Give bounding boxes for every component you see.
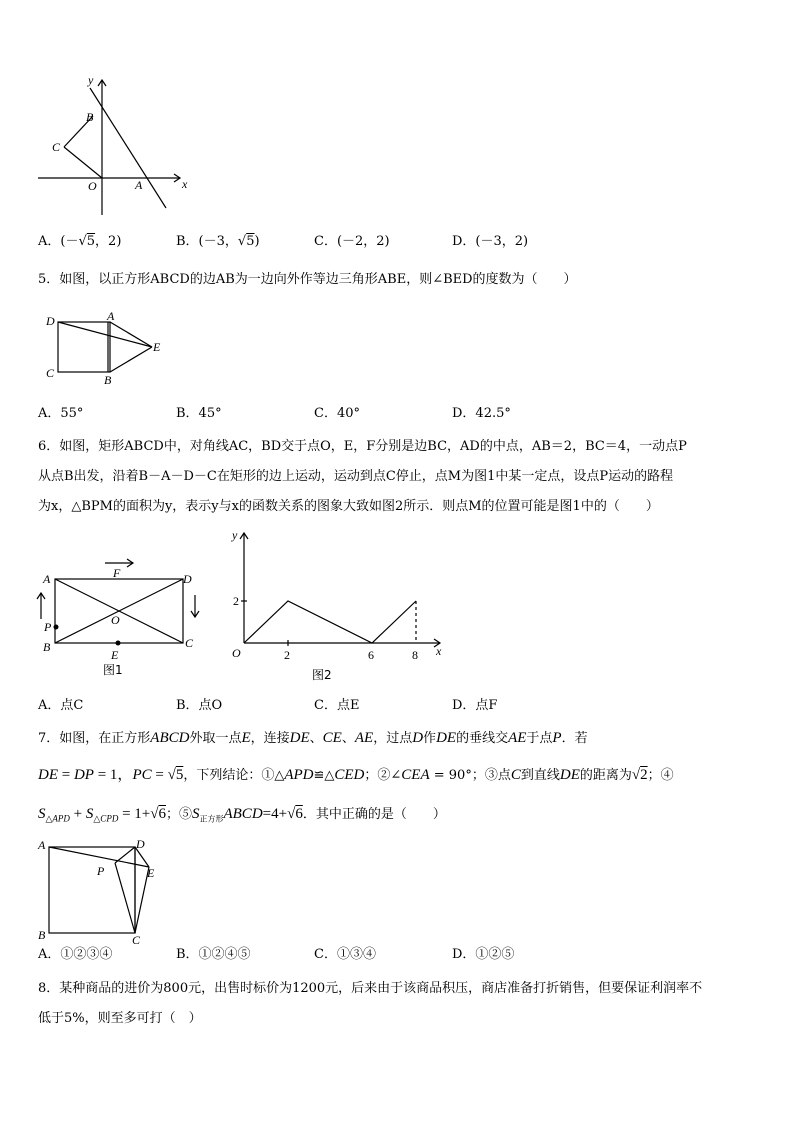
q6-fig2-label-y: y — [232, 528, 238, 542]
q7-label-c: C — [132, 933, 141, 945]
q6-figure-1 — [35, 555, 215, 680]
q5-label-b: B — [104, 373, 112, 387]
q4-figure — [30, 70, 200, 215]
q5-label-a: A — [107, 309, 115, 323]
q7-option-a: A．①②③④ — [38, 947, 113, 962]
q6-figure-2 — [222, 525, 452, 685]
q5-option-d: D．42.5° — [452, 406, 511, 421]
fig4-label-x: x — [182, 177, 188, 191]
q5-stem: 5．如图，以正方形ABCD的边AB为一边向外作等边三角形ABE，则∠BED的度数为（ ） — [38, 272, 577, 287]
q6-fig2-tick-y2: 2 — [233, 594, 239, 608]
q6-fig1-label-d: D — [183, 572, 192, 586]
q4-option-b-sqrt: 5 — [246, 234, 255, 249]
q5-label-e: E — [153, 340, 161, 354]
fig4-label-c: C — [52, 140, 61, 154]
q7-stem-line2: DE = DP = 1，PC = √5，下列结论：①△APD≌△CED；②∠CEA = 90°；③点C到直线DE的距离为√2；④ — [38, 767, 674, 783]
q6-fig1-label-p: P — [44, 620, 52, 634]
q6-option-c: C．点E — [314, 698, 360, 713]
q7-option-d: D．①②⑤ — [452, 947, 515, 962]
q7-option-b: B．①②④⑤ — [176, 947, 251, 962]
q7-pc-sqrt: 5 — [175, 767, 184, 783]
q6-option-d: D．点F — [452, 698, 498, 713]
q7-label-p: P — [97, 864, 105, 878]
q5-label-c: C — [46, 366, 55, 380]
q4-option-b: B．(－3，√5) — [176, 234, 260, 249]
q7-label-b: B — [38, 928, 46, 942]
fig4-label-y: y — [88, 73, 94, 87]
q6-fig1-label-b: B — [43, 640, 51, 654]
q6-fig2-label-x: x — [436, 644, 442, 658]
q6-option-a: A．点C — [38, 698, 84, 713]
fig4-label-a: A — [135, 178, 143, 192]
q6-fig2-tick-x8: 8 — [412, 648, 418, 662]
q5-label-d: D — [46, 314, 55, 328]
q7-stem-line3: $S_{\triangle APD} + S_{\triangle CPD} = 1+√6$；$⑤S_{正方形}ABCD=4+√6$．其中正确的是（ ） — [38, 806, 446, 824]
q6-fig1-label-a: A — [43, 572, 51, 586]
q4-option-d: D．(－3，2) — [452, 234, 529, 249]
q6-stem-line2: 从点B出发，沿着B－A－D－C在矩形的边上运动，运动到点C停止，点M为图1中某一定点，设点P运动的路程 — [38, 469, 674, 484]
q4-option-a-sqrt: 5 — [86, 234, 96, 249]
q5-option-b: B．45° — [176, 406, 222, 421]
q7-sum-sqrt: 6 — [158, 806, 166, 822]
q5-option-a: A．55° — [38, 406, 84, 421]
q6-fig2-tick-x6: 6 — [368, 648, 374, 662]
q6-fig2-tick-x2: 2 — [284, 648, 290, 662]
q6-stem-line1: 6．如图，矩形ABCD中，对角线AC，BD交于点O，E，F分别是边BC，AD的中点，AB＝2，BC＝4，一动点P — [38, 439, 687, 454]
q6-fig1-caption: 图1 — [103, 663, 123, 677]
q4-option-a: A．(－√5，2) — [38, 234, 122, 249]
q6-fig2-label-o: O — [232, 646, 241, 660]
fig4-label-b: B — [86, 110, 94, 124]
q7-figure — [35, 835, 165, 945]
q6-fig1-label-f: F — [113, 566, 121, 580]
q7-stem-line1: 7．如图，在正方形ABCD外取一点E，连接DE、CE、AE，过点D作DE的垂线交AE于点P．若 — [38, 730, 588, 746]
q7-label-a: A — [38, 838, 46, 852]
q5-figure — [40, 305, 170, 390]
q6-fig1-label-c: C — [185, 636, 194, 650]
q8-stem-line2: 低于5%，则至多可打（ ） — [38, 1011, 202, 1026]
q6-option-b: B．点O — [176, 698, 223, 713]
q5-option-c: C．40° — [314, 406, 360, 421]
q8-stem-line1: 8．某种商品的进价为800元，出售时标价为1200元，后来由于该商品积压，商店准备打折销售，但要保证利润率不 — [38, 981, 703, 996]
q7-distance-sqrt: 2 — [640, 767, 648, 783]
q6-fig1-label-o: O — [111, 613, 120, 627]
q6-stem-line3: 为x，△BPM的面积为y，表示y与x的函数关系的图象大致如图2所示．则点M的位置可能是图1中的（ ） — [38, 499, 659, 514]
q7-label-e: E — [147, 866, 155, 880]
fig4-label-o: O — [88, 179, 97, 193]
q6-fig2-caption: 图2 — [312, 668, 332, 682]
q7-area-sqrt: 6 — [295, 806, 303, 822]
q4-option-c: C．(－2，2) — [314, 234, 390, 249]
q6-fig1-label-e: E — [111, 648, 119, 662]
q7-option-c: C．①③④ — [314, 947, 376, 962]
q7-label-d: D — [136, 837, 145, 851]
